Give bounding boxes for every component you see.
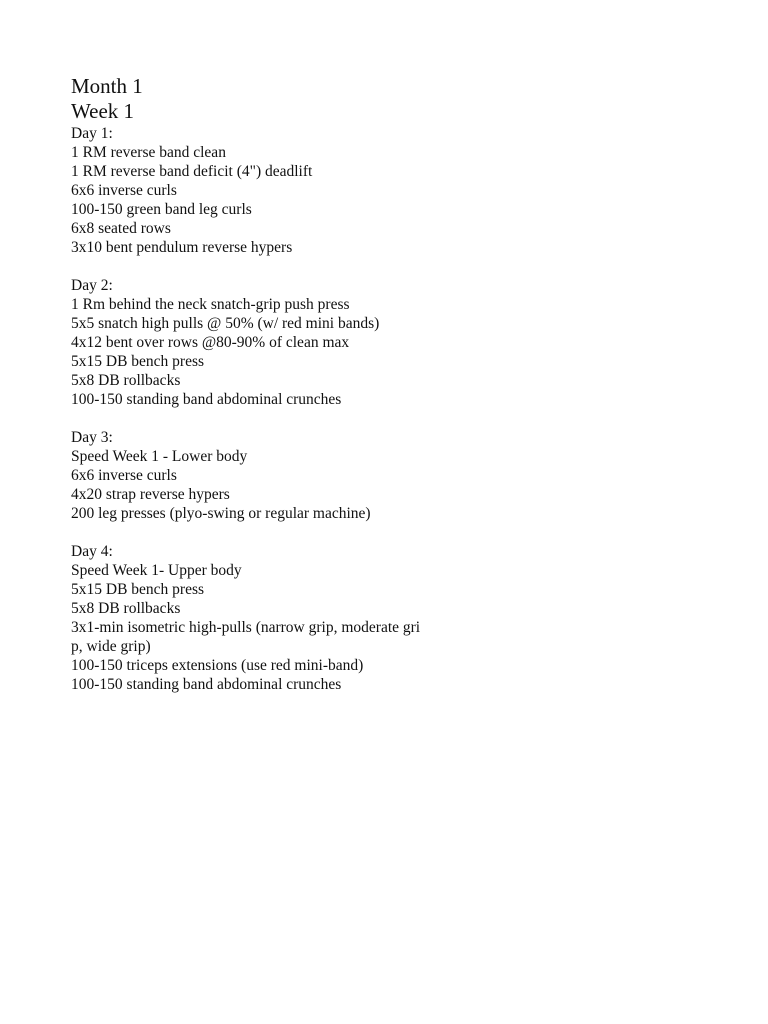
day-label: Day 2: [71,277,113,294]
exercise-line: 5x8 DB rollbacks [71,600,181,617]
exercise-line: 5x15 DB bench press [71,581,205,598]
exercise-line: 100-150 standing band abdominal crunches [71,676,342,693]
exercise-line: p, wide grip) [71,638,151,655]
exercise-line: 100-150 triceps extensions (use red mini-band) [71,657,364,674]
exercise-line: 6x6 inverse curls [71,182,177,199]
month-title: Month 1 [71,74,143,98]
exercise-line: 1 RM reverse band deficit (4") deadlift [71,163,313,180]
exercise-line: 1 RM reverse band clean [71,144,226,161]
exercise-line: 5x15 DB bench press [71,353,205,370]
exercise-line: 5x5 snatch high pulls @ 50% (w/ red mini bands) [71,315,380,332]
exercise-line: 4x20 strap reverse hypers [71,486,230,503]
day-3-section [71,428,671,523]
week-title: Week 1 [71,99,135,123]
exercise-line: Speed Week 1 - Lower body [71,448,248,465]
exercise-line: 1 Rm behind the neck snatch-grip push press [71,296,350,313]
exercise-line: Speed Week 1- Upper body [71,562,242,579]
exercise-line: 5x8 DB rollbacks [71,372,181,389]
day-1-section [71,124,671,257]
exercise-line: 100-150 standing band abdominal crunches [71,391,342,408]
day-4-section [71,542,671,694]
exercise-line: 4x12 bent over rows @80-90% of clean max [71,334,350,351]
day-2-section [71,276,671,409]
exercise-line: 6x6 inverse curls [71,467,177,484]
exercise-line: 200 leg presses (plyo-swing or regular machine) [71,505,371,522]
exercise-line: 100-150 green band leg curls [71,201,252,218]
day-label: Day 1: [71,125,113,142]
day-label: Day 3: [71,429,113,446]
exercise-line: 6x8 seated rows [71,220,171,237]
day-label: Day 4: [71,543,113,560]
exercise-line: 3x1-min isometric high-pulls (narrow grip, moderate gri [71,619,421,636]
exercise-line: 3x10 bent pendulum reverse hypers [71,239,293,256]
document-body [71,74,671,694]
